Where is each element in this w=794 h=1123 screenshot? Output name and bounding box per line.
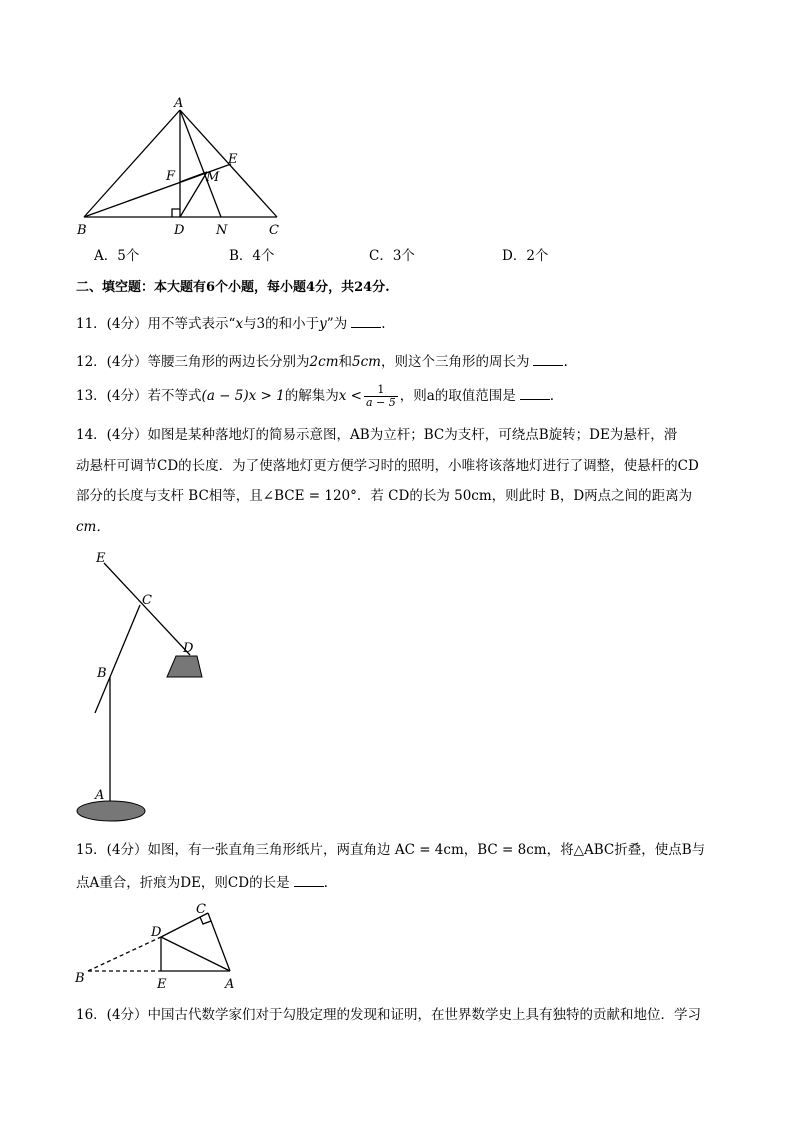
- answer-blank-12[interactable]: [533, 351, 563, 366]
- segment-bd: [88, 937, 161, 971]
- label-c: C: [196, 902, 206, 917]
- label-a: A: [95, 788, 105, 803]
- label-m: M: [206, 170, 220, 185]
- q13-end: .: [549, 388, 555, 404]
- answer-blank-13[interactable]: [520, 385, 550, 400]
- label-c: C: [142, 593, 152, 608]
- q11-mid: 与3的和小于: [243, 316, 320, 332]
- choice-a: A．5个: [94, 248, 140, 264]
- choice-c: C．3个: [369, 248, 415, 264]
- label-a: A: [174, 96, 184, 111]
- q13-denominator: a − 5: [365, 396, 396, 409]
- q12-value-1: 2cm: [309, 354, 339, 370]
- q11-var-x: x: [235, 316, 244, 332]
- choice-b: B．4个: [229, 248, 275, 264]
- q15-line-1: 15．(4分）如图，有一张直角三角形纸片，两直角边 AC = 4cm，BC = 8cm，将△ABC折叠，使点B与: [76, 842, 706, 858]
- q11-end: .: [381, 316, 386, 332]
- q16-line-1: 16．(4分）中国古代数学家们对于勾股定理的发现和证明，在世界数学史上具有独特的贡献和地位．学习: [76, 1007, 702, 1023]
- answer-blank-15[interactable]: [294, 872, 324, 887]
- label-b: B: [75, 971, 85, 986]
- choice-d: D．2个: [502, 248, 549, 264]
- q13-mid: 的解集为: [284, 388, 339, 404]
- q13-x-lt: x <: [338, 388, 362, 404]
- q13-suffix: ，则a的取值范围是: [399, 388, 516, 404]
- label-d: D: [183, 641, 194, 656]
- q11-prefix: 11．(4分）用不等式表示“: [76, 316, 236, 332]
- label-f: F: [166, 169, 176, 184]
- q11-suffix: ”为: [326, 316, 348, 332]
- folded-triangle-figure: [70, 898, 250, 992]
- label-e: E: [157, 977, 167, 992]
- q13-fraction: [364, 384, 398, 409]
- q15-end: .: [323, 875, 328, 891]
- q12-prefix: 12．(4分）等腰三角形的两边长分别为: [76, 354, 310, 370]
- answer-blank-11[interactable]: [351, 313, 381, 328]
- q14-line-2: 动悬杆可调节CD的长度．为了使落地灯更方便学习时的照明，小唯将该落地灯进行了调整，使悬杆的CD: [76, 458, 699, 474]
- triangle-figure: [70, 92, 290, 242]
- label-d: D: [174, 223, 185, 238]
- q11-var-y: y: [319, 316, 327, 332]
- q12-value-2: 5cm: [352, 354, 381, 370]
- floor-lamp-figure: [70, 540, 220, 830]
- label-e: E: [228, 152, 238, 167]
- question-13: [76, 382, 554, 410]
- label-b: B: [97, 666, 107, 681]
- q12-suffix: ，则这个三角形的周长为: [380, 354, 530, 370]
- q15-line-2-text: 点A重合，折痕为DE，则CD的长是: [76, 875, 290, 891]
- rod-ed: [104, 563, 190, 655]
- q14-line-1: 14．(4分）如图是某种落地灯的简易示意图，AB为立杆；BC为支杆，可绕点B旋转；DE为悬杆，滑: [76, 427, 678, 443]
- question-11: [76, 313, 386, 334]
- right-angle-mark: [172, 209, 180, 217]
- segment-fm: [180, 172, 207, 182]
- q14-line-3: 部分的长度与支杆 BC相等，且∠BCE = 120°．若 CD的长为 50cm，则此时 B，D两点之间的距离为: [76, 488, 693, 504]
- lamp-shade: [167, 656, 202, 677]
- label-n: N: [216, 223, 228, 238]
- q12-and: 和: [338, 354, 352, 370]
- question-15-line-2: [76, 872, 328, 893]
- label-b: B: [77, 223, 87, 238]
- label-d: D: [151, 925, 162, 940]
- q13-numerator: 1: [364, 384, 398, 397]
- q13-inequality: (a − 5)x > 1: [201, 388, 285, 404]
- q13-prefix: 13．(4分）若不等式: [76, 388, 202, 404]
- label-c: C: [269, 223, 279, 238]
- q14-line-4: cm．: [76, 519, 110, 535]
- segment-ab: [84, 110, 180, 217]
- question-12: [76, 351, 568, 372]
- label-e: E: [96, 551, 106, 566]
- lamp-base: [77, 801, 145, 821]
- segment-an: [180, 110, 221, 217]
- segment-dm: [180, 172, 207, 217]
- q12-end: .: [563, 354, 568, 370]
- label-a: A: [225, 977, 235, 992]
- arm-bc: [95, 605, 140, 713]
- section-heading: 二、填空题：本大题有6个小题，每小题4分，共24分.: [76, 280, 390, 295]
